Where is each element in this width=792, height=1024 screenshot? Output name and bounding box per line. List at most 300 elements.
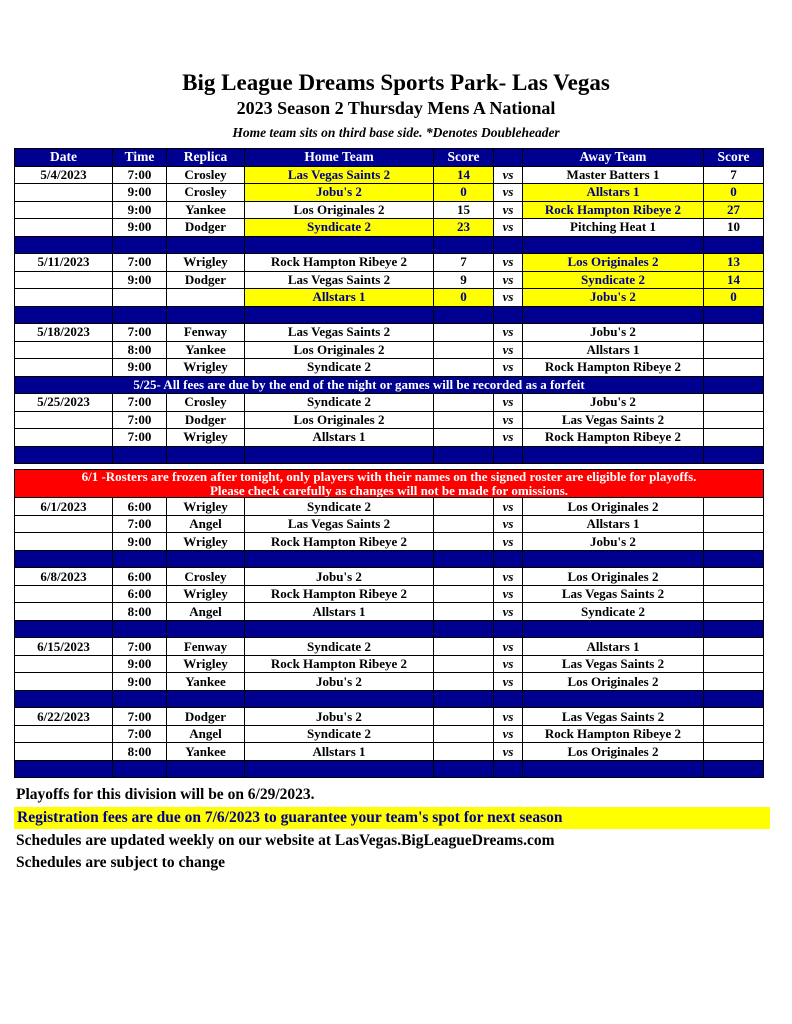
spacer-cell [15,550,113,568]
home-team-cell: Syndicate 2 [245,359,434,377]
home-team-cell: Las Vegas Saints 2 [245,271,434,289]
header-vs [494,149,523,167]
home-team-cell: Las Vegas Saints 2 [245,166,434,184]
time-cell: 9:00 [113,359,167,377]
spacer-cell [494,760,523,778]
vs-cell: vs [494,708,523,726]
date-cell [15,585,113,603]
away-team-cell: Jobu's 2 [523,533,704,551]
roster-banner-text [15,470,764,498]
time-cell: 9:00 [113,271,167,289]
header-home-team: Home Team [245,149,434,167]
date-cell: 5/18/2023 [15,324,113,342]
date-cell [15,743,113,761]
date-cell [15,603,113,621]
spacer-cell [434,760,494,778]
time-cell: 6:00 [113,498,167,516]
home-team-cell: Rock Hampton Ribeye 2 [245,533,434,551]
time-cell: 6:00 [113,568,167,586]
date-cell [15,725,113,743]
vs-cell: vs [494,638,523,656]
date-cell [15,533,113,551]
spacer-cell [434,550,494,568]
away-score-cell [704,673,764,691]
game-row [15,254,764,272]
home-score-cell [434,725,494,743]
spacer-cell [704,620,764,638]
spacer-cell [167,236,245,254]
away-score-cell [704,638,764,656]
replica-cell: Angel [167,603,245,621]
date-cell: 5/11/2023 [15,254,113,272]
away-team-cell: Pitching Heat 1 [523,219,704,237]
spacer-row [15,236,764,254]
away-team-cell: Las Vegas Saints 2 [523,585,704,603]
replica-cell: Dodger [167,271,245,289]
game-row [15,201,764,219]
replica-cell: Wrigley [167,585,245,603]
spacer-row [15,306,764,324]
spacer-cell [523,690,704,708]
document-footer [0,784,792,874]
registration-note: Registration fees are due on 7/6/2023 to guarantee your team's spot for next season [14,807,770,829]
spacer-cell [167,446,245,464]
game-row [15,725,764,743]
away-team-cell: Jobu's 2 [523,394,704,412]
game-row [15,708,764,726]
away-score-cell [704,429,764,447]
time-cell: 9:00 [113,201,167,219]
game-row [15,515,764,533]
vs-cell: vs [494,585,523,603]
away-team-cell: Los Originales 2 [523,673,704,691]
roster-banner-row [15,470,764,498]
away-score-cell: 10 [704,219,764,237]
spacer-cell [167,760,245,778]
away-score-cell: 7 [704,166,764,184]
home-score-cell [434,324,494,342]
time-cell: 9:00 [113,533,167,551]
date-cell: 6/22/2023 [15,708,113,726]
home-score-cell [434,498,494,516]
date-cell: 5/4/2023 [15,166,113,184]
vs-cell: vs [494,359,523,377]
header-date: Date [15,149,113,167]
away-team-cell: Las Vegas Saints 2 [523,708,704,726]
home-team-cell: Allstars 1 [245,429,434,447]
home-team-cell: Jobu's 2 [245,673,434,691]
vs-cell: vs [494,184,523,202]
replica-cell [167,289,245,307]
away-team-cell: Las Vegas Saints 2 [523,411,704,429]
spacer-cell [494,690,523,708]
roster-banner-line: 6/1 -Rosters are frozen after tonight, only players with their names on the signed roster are eligible for playoffs. [81,469,697,484]
away-score-cell [704,725,764,743]
spacer-row [15,446,764,464]
date-cell: 6/8/2023 [15,568,113,586]
away-score-cell: 0 [704,289,764,307]
spacer-cell [113,236,167,254]
away-score-cell [704,515,764,533]
home-score-cell [434,429,494,447]
date-cell [15,655,113,673]
spacer-cell [113,620,167,638]
vs-cell: vs [494,498,523,516]
spacer-cell [167,550,245,568]
replica-cell: Dodger [167,411,245,429]
header-replica: Replica [167,149,245,167]
vs-cell: vs [494,254,523,272]
home-score-cell: 7 [434,254,494,272]
home-score-cell: 14 [434,166,494,184]
home-score-cell [434,603,494,621]
away-team-cell: Syndicate 2 [523,271,704,289]
home-team-cell: Syndicate 2 [245,725,434,743]
game-row [15,394,764,412]
away-score-cell [704,359,764,377]
spacer-cell [523,306,704,324]
home-score-cell: 0 [434,184,494,202]
game-row [15,324,764,342]
away-team-cell: Allstars 1 [523,341,704,359]
spacer-cell [434,236,494,254]
replica-cell: Angel [167,725,245,743]
date-cell [15,289,113,307]
spacer-cell [245,446,434,464]
home-team-note: Home team sits on third base side. *Denotes Doubleheader [232,125,560,140]
playoffs-note: Playoffs for this division will be on 6/29/2023. [16,786,315,804]
date-cell [15,341,113,359]
spacer-row [15,620,764,638]
home-team-cell: Rock Hampton Ribeye 2 [245,585,434,603]
spacer-cell [704,760,764,778]
away-team-cell: Allstars 1 [523,638,704,656]
spacer-cell [15,620,113,638]
vs-cell: vs [494,515,523,533]
time-cell: 9:00 [113,219,167,237]
roster-banner-line: Please check carefully as changes will not be made for omissions. [209,482,569,498]
replica-cell: Angel [167,515,245,533]
replica-cell: Crosley [167,394,245,412]
game-row [15,603,764,621]
date-cell [15,201,113,219]
home-team-cell: Jobu's 2 [245,708,434,726]
time-cell: 7:00 [113,429,167,447]
spacer-cell [245,760,434,778]
time-cell: 7:00 [113,638,167,656]
home-score-cell [434,568,494,586]
away-score-cell [704,603,764,621]
vs-cell: vs [494,219,523,237]
replica-cell: Yankee [167,201,245,219]
game-row [15,638,764,656]
replica-cell: Yankee [167,743,245,761]
home-team-cell: Los Originales 2 [245,411,434,429]
away-score-cell [704,341,764,359]
home-score-cell: 9 [434,271,494,289]
time-cell: 7:00 [113,166,167,184]
home-team-cell: Allstars 1 [245,743,434,761]
home-team-cell: Los Originales 2 [245,341,434,359]
away-team-cell: Rock Hampton Ribeye 2 [523,725,704,743]
page-title: Big League Dreams Sports Park- Las Vegas [182,70,610,95]
spacer-cell [704,446,764,464]
home-score-cell: 0 [434,289,494,307]
home-score-cell [434,585,494,603]
vs-cell: vs [494,603,523,621]
spacer-row [15,690,764,708]
replica-cell: Fenway [167,638,245,656]
date-cell: 6/1/2023 [15,498,113,516]
vs-cell: vs [494,568,523,586]
home-score-cell [434,708,494,726]
game-row [15,359,764,377]
away-team-cell: Las Vegas Saints 2 [523,655,704,673]
spacer-cell [113,760,167,778]
away-team-cell: Master Batters 1 [523,166,704,184]
away-score-cell [704,411,764,429]
spacer-cell [523,760,704,778]
away-team-cell: Jobu's 2 [523,324,704,342]
time-cell: 7:00 [113,394,167,412]
spacer-cell [245,690,434,708]
game-row [15,341,764,359]
time-cell: 7:00 [113,708,167,726]
vs-cell: vs [494,289,523,307]
home-score-cell [434,655,494,673]
header-away-score: Score [704,149,764,167]
replica-cell: Wrigley [167,254,245,272]
home-team-cell: Las Vegas Saints 2 [245,515,434,533]
header-away-team: Away Team [523,149,704,167]
date-cell [15,271,113,289]
away-score-cell [704,568,764,586]
game-row [15,289,764,307]
spacer-cell [15,690,113,708]
spacer-cell [167,306,245,324]
away-score-cell [704,324,764,342]
away-team-cell: Rock Hampton Ribeye 2 [523,429,704,447]
replica-cell: Crosley [167,166,245,184]
replica-cell: Crosley [167,568,245,586]
home-team-cell: Syndicate 2 [245,498,434,516]
home-score-cell [434,743,494,761]
spacer-row [15,550,764,568]
vs-cell: vs [494,394,523,412]
spacer-cell [523,550,704,568]
time-cell: 8:00 [113,603,167,621]
replica-cell: Crosley [167,184,245,202]
header-time: Time [113,149,167,167]
website-note: Schedules are updated weekly on our website at LasVegas.BigLeagueDreams.com [16,832,555,850]
spacer-cell [494,550,523,568]
home-team-cell: Rock Hampton Ribeye 2 [245,254,434,272]
away-team-cell: Rock Hampton Ribeye 2 [523,359,704,377]
game-row [15,166,764,184]
spacer-cell [245,620,434,638]
vs-cell: vs [494,743,523,761]
game-row [15,271,764,289]
replica-cell: Yankee [167,341,245,359]
spacer-cell [15,446,113,464]
game-row [15,673,764,691]
document-header [0,0,792,141]
game-row [15,585,764,603]
spacer-cell [15,760,113,778]
game-row [15,184,764,202]
date-cell [15,429,113,447]
home-team-cell: Jobu's 2 [245,184,434,202]
date-cell: 5/25/2023 [15,394,113,412]
home-score-cell [434,673,494,691]
vs-cell: vs [494,725,523,743]
spacer-cell [704,550,764,568]
spacer-cell [245,236,434,254]
time-cell: 8:00 [113,743,167,761]
time-cell: 9:00 [113,673,167,691]
home-score-cell [434,638,494,656]
away-score-cell [704,533,764,551]
spacer-cell [245,550,434,568]
vs-cell: vs [494,533,523,551]
fees-banner-text: 5/25- All fees are due by the end of the night or games will be recorded as a forfeit [15,376,704,394]
away-score-cell [704,743,764,761]
away-score-cell [704,498,764,516]
away-team-cell: Los Originales 2 [523,568,704,586]
home-team-cell: Syndicate 2 [245,394,434,412]
home-team-cell: Las Vegas Saints 2 [245,324,434,342]
subject-to-change-note: Schedules are subject to change [16,854,225,872]
time-cell: 7:00 [113,324,167,342]
spacer-cell [113,446,167,464]
away-score-cell: 13 [704,254,764,272]
home-team-cell: Rock Hampton Ribeye 2 [245,655,434,673]
game-row [15,411,764,429]
away-score-cell [704,394,764,412]
home-score-cell [434,341,494,359]
time-cell: 7:00 [113,725,167,743]
vs-cell: vs [494,411,523,429]
replica-cell: Fenway [167,324,245,342]
spacer-cell [704,690,764,708]
home-score-cell [434,533,494,551]
table-header-row [15,149,764,167]
away-team-cell: Allstars 1 [523,184,704,202]
vs-cell: vs [494,429,523,447]
away-score-cell [704,655,764,673]
game-row [15,219,764,237]
spacer-cell [113,690,167,708]
home-score-cell: 23 [434,219,494,237]
time-cell: 6:00 [113,585,167,603]
date-cell [15,411,113,429]
away-team-cell: Rock Hampton Ribeye 2 [523,201,704,219]
home-team-cell: Syndicate 2 [245,219,434,237]
home-score-cell [434,394,494,412]
time-cell [113,289,167,307]
away-score-cell [704,708,764,726]
home-score-cell [434,515,494,533]
replica-cell: Wrigley [167,533,245,551]
spacer-cell [523,236,704,254]
date-cell [15,673,113,691]
spacer-cell [434,446,494,464]
replica-cell: Wrigley [167,359,245,377]
away-score-cell: 27 [704,201,764,219]
away-score-cell: 0 [704,184,764,202]
time-cell: 9:00 [113,655,167,673]
spacer-cell [494,620,523,638]
vs-cell: vs [494,166,523,184]
replica-cell: Yankee [167,673,245,691]
game-row [15,655,764,673]
schedule-table [14,148,764,778]
away-team-cell: Allstars 1 [523,515,704,533]
spacer-cell [15,306,113,324]
spacer-cell [704,376,764,394]
home-team-cell: Allstars 1 [245,603,434,621]
spacer-cell [434,620,494,638]
vs-cell: vs [494,201,523,219]
away-team-cell: Los Originales 2 [523,254,704,272]
spacer-cell [113,306,167,324]
game-row [15,533,764,551]
spacer-cell [15,236,113,254]
game-row [15,429,764,447]
spacer-cell [704,236,764,254]
spacer-cell [113,550,167,568]
home-team-cell: Allstars 1 [245,289,434,307]
time-cell: 7:00 [113,515,167,533]
away-team-cell: Syndicate 2 [523,603,704,621]
game-row [15,498,764,516]
header-home-score: Score [434,149,494,167]
away-score-cell: 14 [704,271,764,289]
replica-cell: Dodger [167,219,245,237]
vs-cell: vs [494,271,523,289]
date-cell [15,515,113,533]
date-cell [15,184,113,202]
home-score-cell [434,359,494,377]
home-team-cell: Syndicate 2 [245,638,434,656]
replica-cell: Wrigley [167,655,245,673]
game-row [15,568,764,586]
home-team-cell: Los Originales 2 [245,201,434,219]
page-subtitle: 2023 Season 2 Thursday Mens A National [236,98,556,118]
home-team-cell: Jobu's 2 [245,568,434,586]
spacer-cell [245,306,434,324]
spacer-cell [523,446,704,464]
fees-banner-row [15,376,764,394]
date-cell [15,359,113,377]
spacer-cell [434,306,494,324]
away-team-cell: Los Originales 2 [523,498,704,516]
vs-cell: vs [494,673,523,691]
replica-cell: Wrigley [167,429,245,447]
game-row [15,743,764,761]
spacer-cell [494,446,523,464]
spacer-cell [167,690,245,708]
spacer-cell [434,690,494,708]
time-cell: 7:00 [113,411,167,429]
spacer-cell [167,620,245,638]
home-score-cell [434,411,494,429]
home-score-cell: 15 [434,201,494,219]
away-team-cell: Los Originales 2 [523,743,704,761]
spacer-cell [704,306,764,324]
vs-cell: vs [494,324,523,342]
away-score-cell [704,585,764,603]
